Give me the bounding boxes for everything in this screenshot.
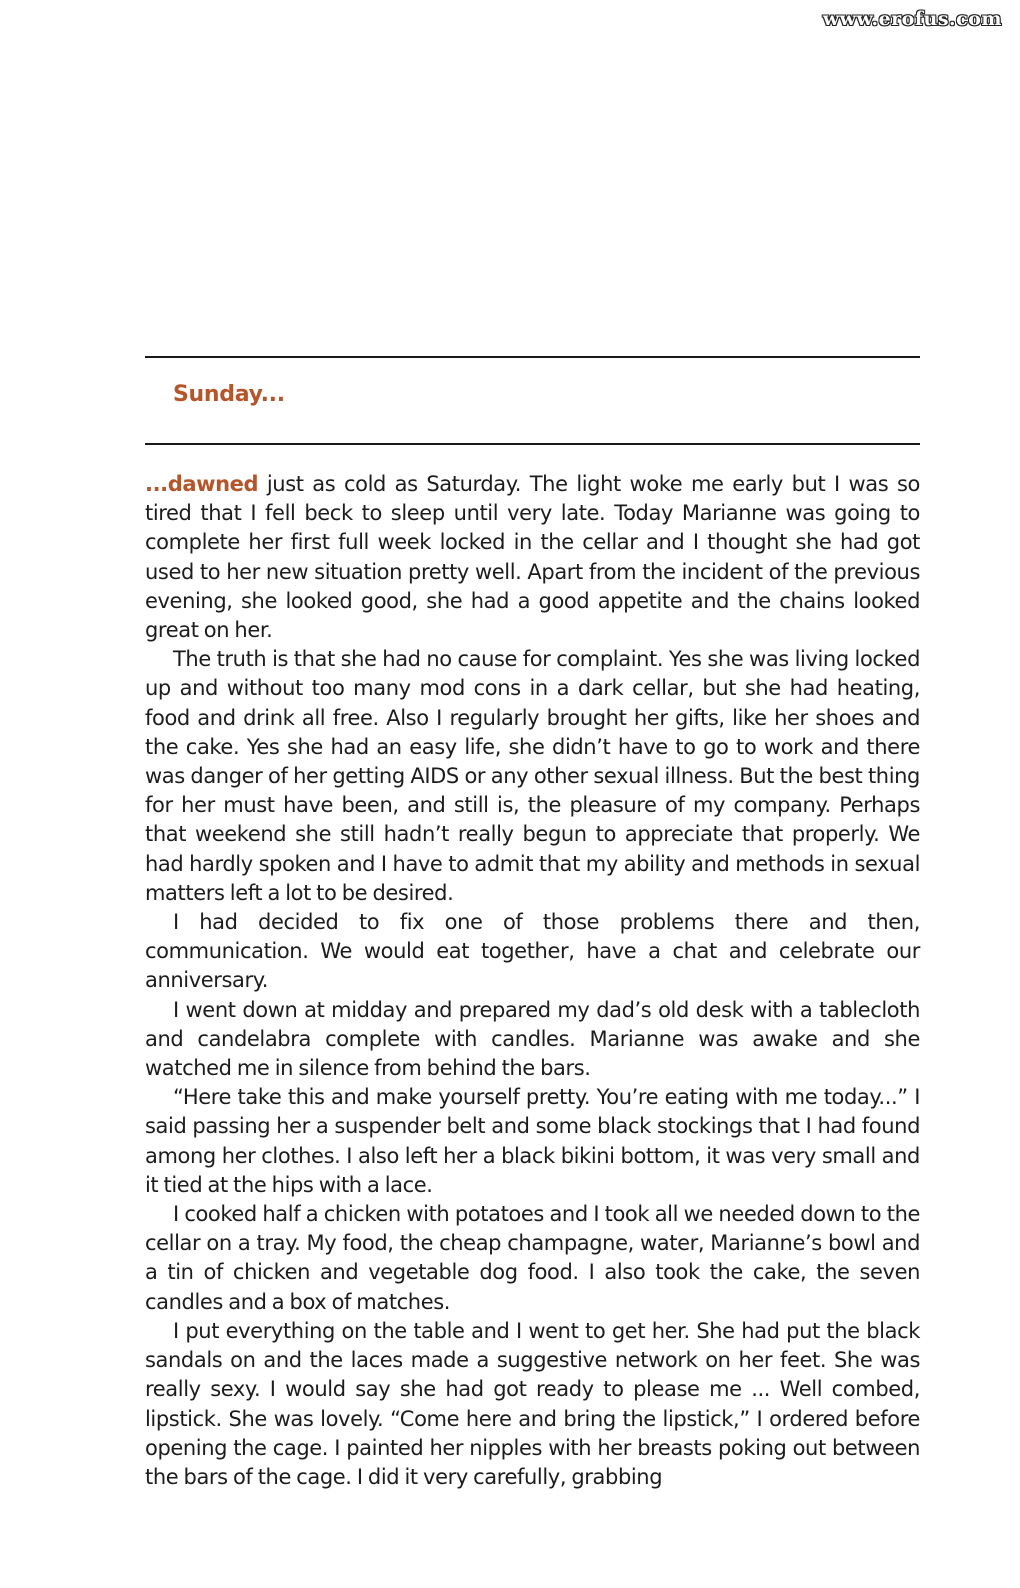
- paragraph: I had decided to fix one of those problems there and then, communication. We would eat together, have a chat and celebrate our anniversary.: [145, 910, 920, 993]
- body-text: [145, 470, 920, 1492]
- chapter-rule-bottom: [145, 443, 920, 445]
- paragraph-text: just as cold as Saturday. The light woke me early but I was so tired that I fell beck to sleep until very late. Today Marianne was going to complete her first full week locked in the cellar and I thought she had got used to her new situation pretty well. Apart from the incident of the previous evening, she looked good, she had a good appetite and the chains looked great on her.: [145, 472, 920, 643]
- chapter-heading: Sunday...: [173, 382, 285, 407]
- paragraph: “Here take this and make yourself pretty. You’re eating with me today...” I said passing her a suspender belt and some black stockings that I had found among her clothes. I also left her a black bikini bottom, it was very small and it tied at the hips with a lace.: [145, 1085, 920, 1197]
- paragraph: I went down at midday and prepared my dad’s old desk with a tablecloth and candelabra complete with candles. Marianne was awake and she watched me in silence from behind the bars.: [145, 997, 920, 1081]
- paragraph: [145, 470, 920, 645]
- chapter-rule-top: [145, 356, 920, 358]
- paragraph: The truth is that she had no cause for complaint. Yes she was living locked up and without too many mod cons in a dark cellar, but she had heating, food and drink all free. Also I regularly brought her gifts, like her shoes and the cake. Yes she had an easy life, she didn’t have to go to work and there was danger of her getting AIDS or any other sexual illness. But the best thing for her must have been, and still is, the pleasure of my company. Perhaps that weekend she still hadn’t really begun to appreciate that properly. We had hardly spoken and I have to admit that my ability and methods in sexual matters left a lot to be desired.: [145, 647, 920, 905]
- site-watermark: www.erofus.com: [822, 8, 1002, 30]
- lead-word: ...dawned: [145, 472, 259, 496]
- paragraph: I cooked half a chicken with potatoes and I took all we needed down to the cellar on a tray. My food, the cheap champagne, water, Marianne’s bowl and a tin of chicken and vegetable dog food. I also took the cake, the seven candles and a box of matches.: [145, 1202, 920, 1314]
- paragraph: I put everything on the table and I went to get her. She had put the black sandals on and the laces made a suggestive network on her feet. She was really sexy. I would say she had got ready to please me ... Well combed, lipstick. She was lovely. “Come here and bring the lipstick,” I ordered before opening the cage. I painted her nipples with her breasts poking out between the bars of the cage. I did it very carefully, grabbing: [145, 1318, 920, 1489]
